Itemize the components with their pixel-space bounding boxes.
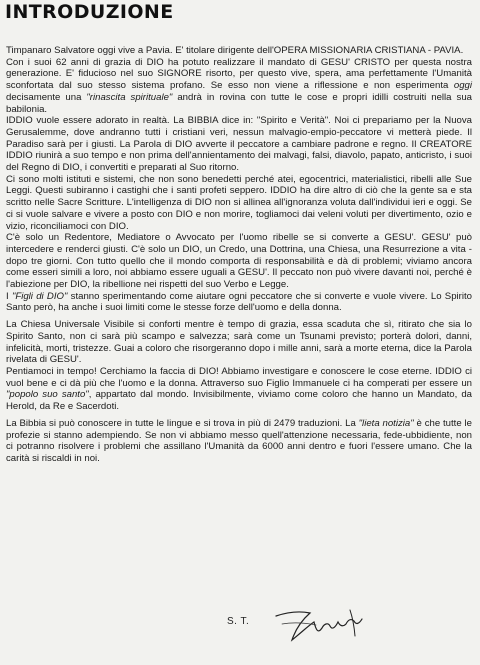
paragraph: [6, 418, 472, 465]
paragraph: [6, 291, 472, 314]
paragraph: [6, 319, 472, 366]
paragraph: [6, 366, 472, 413]
italic-phrase: "rinascita spirituale": [86, 91, 173, 103]
italic-phrase: "popolo suo santo": [6, 389, 89, 401]
italic-phrase: "lieta notizia": [358, 417, 414, 429]
text-run: IDDIO vuole essere adorato in realtà. La BIBBIA dice in: "Spirito e Verità". Noi ci prepariamo per la Nuova Gerusalemme, dove andranno tutti i cristiani veri, nessun malvagio-empio-peccatore vi metterà piede. Il Paradiso sarà per i giusti. La Parola di DIO avverte il peccatore a cambiare padrone e regno. Il CREATORE IDDIO riunirà a suo tempo e non prima dell'annientamento dei malvagi, falsi, diavolo, papato, anticristo, i suoi del Regno di DIO, i convertiti e preparati al Suo ritorno.: [6, 115, 472, 174]
text-run: Ci sono molti istituti e sistemi, che non sono benedetti perché atei, egocentrici, materialistici, ribelli alle Sue Leggi. Questi subiranno i castighi che i santi profeti seppero. IDDIO ha dire altro di ciò che la gente sa e sta scritto nelle Sacre Scritture. L'intelligenza di DIO non si allinea all'ignoranza voluta dall'individui ieri e oggi. Se ci si vuole salvare e vivere a posto con DIO e non morire, togliamoci dai veleni voluti per divertimento, ozio e vizio, riconciliamoci con DIO.: [6, 173, 472, 232]
article-body: [6, 45, 472, 465]
italic-phrase: oggi: [453, 80, 472, 92]
paragraph: [6, 57, 472, 116]
signature-initials: S. T.: [227, 616, 250, 627]
text-run: Pentiamoci in tempo! Cerchiamo la faccia di DIO! Abbiamo investigare e conoscere le cose eterne. IDDIO ci vuol bene e ci dà più che l'uomo e la donna. Attraverso suo Figlio Immanuele ci ha comperati per essere un: [6, 365, 472, 389]
text-run: I: [6, 290, 12, 302]
text-run: Con i suoi 62 anni di grazia di DIO ha potuto realizzare il mandato di GESU' CRISTO per questa nostra generazione. E' fiducioso nel suo SIGNORE risorto, per questo vive, spera, ama perfettamente l'Umanità sconfortata dal suo stesso sistema profano. Se esso non viene a riflessione e non esperimenta: [6, 56, 472, 92]
paragraph: [6, 232, 472, 291]
italic-phrase: "Figli di DIO": [11, 290, 68, 302]
text-run: C'è solo un Redentore, Mediatore o Avvocato per l'uomo ribelle se si converte a GESU'. GESU' può intercedere e renderci giusti. C'è solo un DIO, un Credo, una Dottrina, una Chiesa, una Resurrezione a vita - dopo tre giorni. Con tutto quello che il mondo comporta di responsabilità e dà di problemi; viviamo ancora come esseri simili a loro, noi abbiamo essere uguali a GESU'. Il peccato non può vivere davanti noi, perché è l'abiezione per DIO, la ribellione nei rispetti del suo Verbo e Legge.: [6, 232, 472, 291]
text-run: Timpanaro Salvatore oggi vive a Pavia. E' titolare dirigente dell'OPERA MISSIONARIA CRISTIANA - PAVIA.: [6, 45, 464, 56]
handwritten-signature: [272, 602, 368, 650]
text-run: decisamente una: [6, 91, 87, 103]
paragraph: [6, 115, 472, 174]
text-run: andrà in rovina con tutte le cose e propri idilli costruiti nella sua babilonia.: [6, 91, 472, 115]
page-title: INTRODUZIONE: [5, 1, 174, 23]
text-run: è che tutte le profezie si stanno adempiendo. Se non vi abbiamo messo quell'attenzione necessaria, fede-ubbidiente, non ci potranno risolvere i problemi che assillano l'Umanità da 6000 anni dentro e fuori l'essere umano. Che la carità si riscaldi in noi.: [6, 417, 472, 464]
text-run: , appartato dal mondo. Invisibilmente, viviamo come coloro che hanno un Mandato, da Herold, da Re e Sacerdoti.: [6, 389, 472, 413]
text-run: La Bibbia si può conoscere in tutte le lingue e si trova in più di 2479 traduzioni. La: [6, 417, 359, 429]
paragraph: [6, 174, 472, 233]
text-run: La Chiesa Universale Visibile si conforti mentre è tempo di grazia, essa scaduta che sì, ritirato che sia lo Spirito Santo, non ci sarà più scampo e salvezza; sarà come un Tsunami previsto; porterà dolori, danni, infelicità, morti, tristezze. Guai a coloro che risorgeranno dopo i mille anni, sarà a morte eterna, dice la Parola rivelata di GESU'.: [6, 319, 472, 366]
text-run: stanno sperimentando come aiutare ogni peccatore che si converte e vuole vivere. Lo Spirito Santo però, ha anche i suoi limiti come le stesse forze dell'uomo e della donna.: [6, 290, 472, 314]
paragraph: [6, 45, 472, 57]
